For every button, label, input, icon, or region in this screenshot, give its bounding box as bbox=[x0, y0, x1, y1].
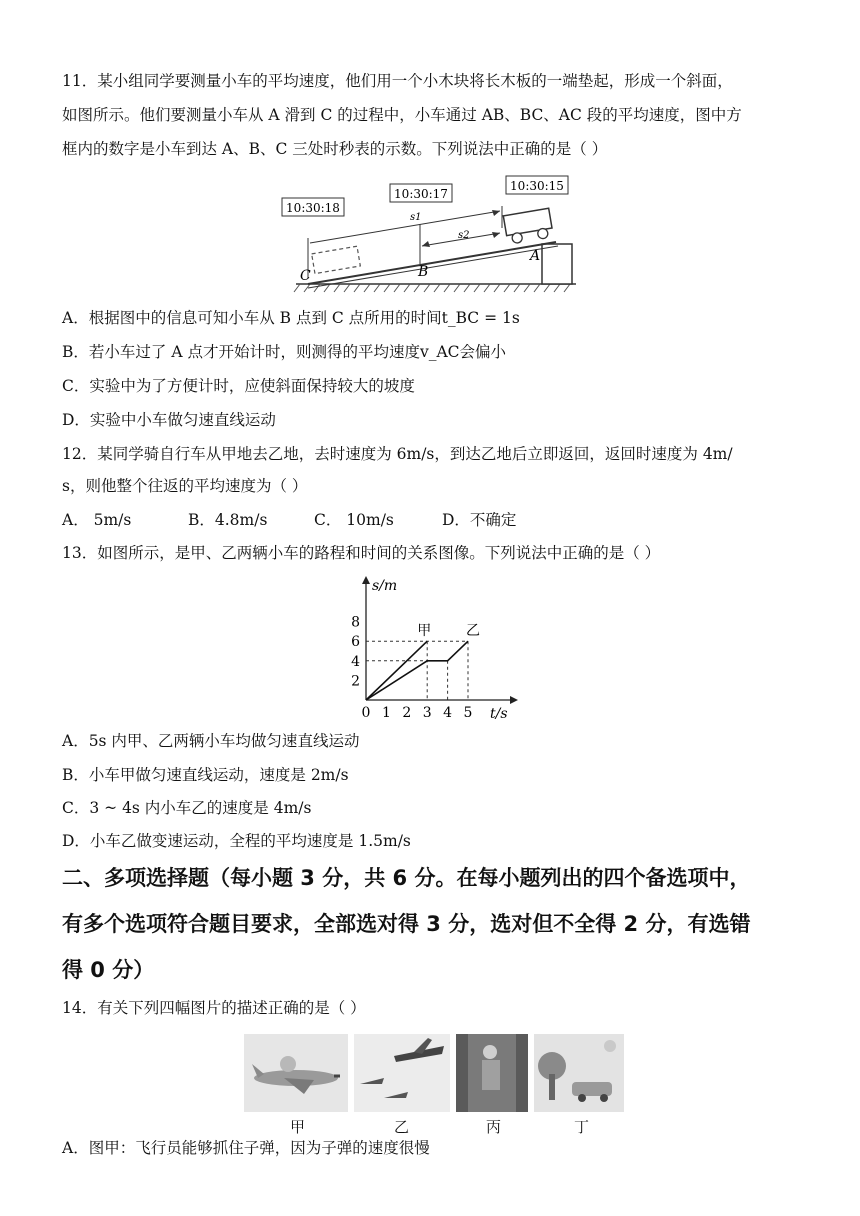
q12-option-b: B．4.8m/s bbox=[188, 511, 268, 529]
q12-stem-line2: s，则他整个往返的平均速度为（ ） bbox=[62, 477, 308, 495]
q11-stem-line2: 如图所示。他们要测量小车从 A 滑到 C 的过程中，小车通过 AB、BC、AC 段的平均速度，图中方 bbox=[62, 106, 742, 124]
s1-label: s1 bbox=[410, 212, 422, 223]
x-tick-label-1: 1 bbox=[381, 705, 391, 721]
picture-refueling-planes bbox=[354, 1034, 450, 1112]
time-a-label: 10:30:15 bbox=[510, 179, 564, 193]
q14-stem: 14．有关下列四幅图片的描述正确的是（ ） bbox=[62, 999, 366, 1017]
picture-label-ding: 丁 bbox=[574, 1118, 590, 1136]
q13-option-a: A．5s 内甲、乙两辆小车均做匀速直线运动 bbox=[62, 732, 360, 750]
y-axis-label: s/m bbox=[372, 578, 398, 594]
section2-heading-line1: 二、多项选择题（每小题 3 分，共 6 分。在每小题列出的四个备选项中， bbox=[62, 866, 751, 890]
q14-option-a: A．图甲：飞行员能够抓住子弹，因为子弹的速度很慢 bbox=[62, 1139, 430, 1157]
q13-option-d: D．小车乙做变速运动，全程的平均速度是 1.5m/s bbox=[62, 832, 411, 850]
series-line-jia bbox=[366, 641, 427, 700]
x-tick-label-4: 4 bbox=[443, 705, 453, 721]
time-b-label: 10:30:17 bbox=[394, 187, 448, 201]
y-tick-label-0: 2 bbox=[351, 673, 360, 690]
q11-option-a: A．根据图中的信息可知小车从 B 点到 C 点所用的时间t_BC = 1s bbox=[62, 309, 520, 327]
y-tick-label-1: 4 bbox=[351, 653, 360, 670]
series-label-yi: 乙 bbox=[466, 623, 480, 640]
q14-picture-row bbox=[240, 1034, 630, 1134]
q13-option-b: B．小车甲做匀速直线运动，速度是 2m/s bbox=[62, 766, 349, 784]
incline-figure bbox=[270, 170, 590, 300]
point-c-label: C bbox=[300, 268, 311, 284]
point-a-label: A bbox=[530, 248, 541, 264]
series-label-jia: 甲 bbox=[417, 623, 432, 640]
section2-heading-line3: 得 0 分） bbox=[62, 958, 155, 982]
picture-pilot-bullet bbox=[244, 1034, 348, 1112]
q13-option-c: C．3 ~ 4s 内小车乙的速度是 4m/s bbox=[62, 799, 312, 817]
q13-stem: 13．如图所示，是甲、乙两辆小车的路程和时间的关系图像。下列说法中正确的是（ ） bbox=[62, 544, 661, 562]
q12-option-a: A． 5m/s bbox=[62, 511, 132, 529]
time-c-label: 10:30:18 bbox=[286, 201, 340, 215]
x-tick-label-3: 3 bbox=[422, 705, 432, 721]
q12-option-c: C． 10m/s bbox=[314, 511, 394, 529]
picture-label-yi: 乙 bbox=[394, 1118, 410, 1136]
q11-option-d: D．实验中小车做匀速直线运动 bbox=[62, 411, 276, 429]
s2-label: s2 bbox=[458, 230, 470, 241]
q11-stem-line3: 框内的数字是小车到达 A、B、C 三处时秒表的示数。下列说法中正确的是（ ） bbox=[62, 140, 608, 158]
picture-car-tree bbox=[534, 1034, 624, 1112]
picture-label-jia: 甲 bbox=[290, 1118, 306, 1136]
q12-option-d: D．不确定 bbox=[442, 511, 517, 529]
q11-stem-line1: 11．某小组同学要测量小车的平均速度，他们用一个小木块将长木板的一端垫起，形成一个斜面， bbox=[62, 72, 733, 90]
q11-option-b: B．若小车过了 A 点才开始计时，则测得的平均速度v_AC会偏小 bbox=[62, 343, 506, 361]
q11-option-c: C．实验中为了方便计时，应使斜面保持较大的坡度 bbox=[62, 377, 415, 395]
y-tick-label-3: 8 bbox=[351, 614, 360, 631]
point-b-label: B bbox=[418, 264, 429, 280]
picture-escalator bbox=[456, 1034, 528, 1112]
picture-label-bing: 丙 bbox=[486, 1118, 502, 1136]
section2-heading-line2: 有多个选项符合题目要求，全部选对得 3 分，选对但不全得 2 分，有选错 bbox=[62, 912, 751, 936]
q12-stem-line1: 12．某同学骑自行车从甲地去乙地，去时速度为 6m/s，到达乙地后立即返回，返回时速度为 4m/ bbox=[62, 445, 733, 463]
s-t-chart bbox=[340, 572, 530, 724]
y-tick-label-2: 6 bbox=[351, 634, 360, 651]
x-tick-label-2: 2 bbox=[402, 705, 412, 721]
x-tick-label-5: 5 bbox=[463, 705, 473, 721]
x-axis-label: t/s bbox=[490, 706, 508, 722]
x-tick-label-0: 0 bbox=[361, 705, 371, 721]
